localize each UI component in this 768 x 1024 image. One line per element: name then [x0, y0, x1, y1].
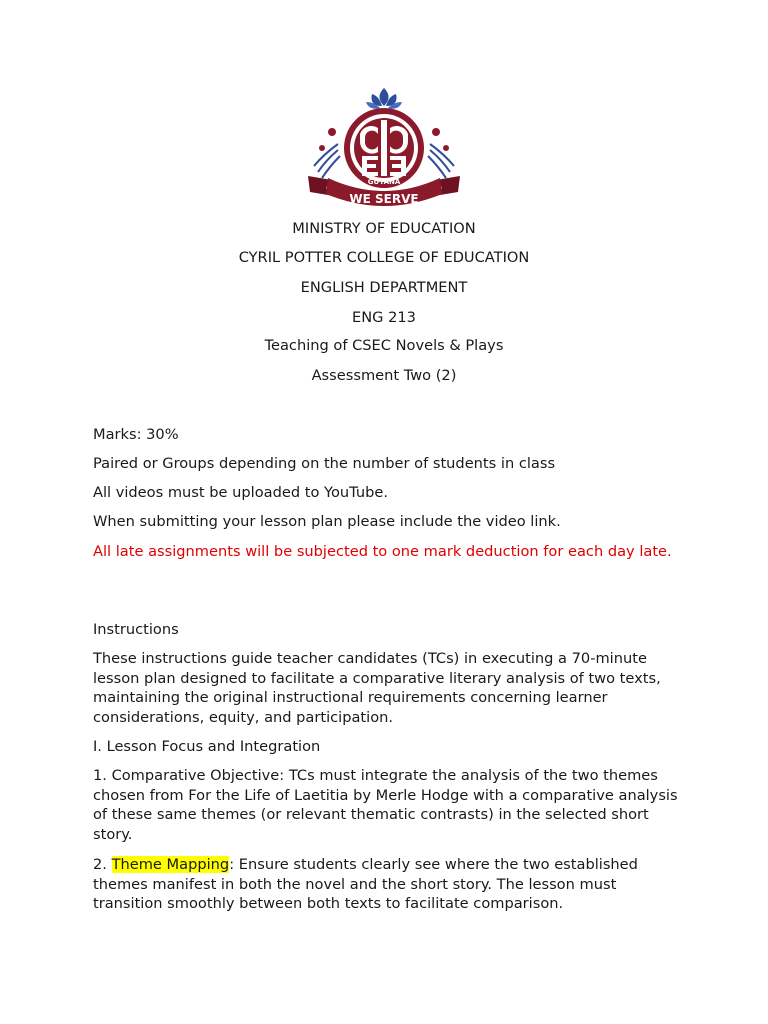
instruction-item-1: 1. Comparative Objective: TCs must integrate the analysis of the two themes chosen from For the Life of Laetitia by Merle Hodge with a comparative analysis of these same themes (or relevant thematic contrasts) in the selected short story.: [93, 767, 678, 843]
videos-line: All videos must be uploaded to YouTube.: [93, 484, 389, 501]
theme-mapping-highlight: Theme Mapping: [111, 856, 230, 873]
instructions-intro: These instructions guide teacher candidates (TCs) in executing a 70-minute lesson plan designed to facilitate a comparative literary analysis of two texts, maintaining the original instructional requirements concerning learner considerations, equity, and participation.: [93, 650, 661, 726]
crest-country-text: GUYANA: [367, 178, 401, 186]
item-2-text: : Ensure students clearly see where the two established themes manifest in both the novel and the short story. The lesson must transition smoothly between both texts to facilitate comparison.: [93, 856, 638, 913]
department-heading: ENGLISH DEPARTMENT: [300, 279, 468, 296]
crest-motto-text: WE SERVE: [349, 192, 419, 206]
instructions-heading: Instructions: [93, 621, 179, 638]
marks-line: Marks: 30%: [93, 426, 179, 443]
ministry-heading: MINISTRY OF EDUCATION: [292, 220, 476, 237]
submission-line: When submitting your lesson plan please include the video link.: [93, 513, 561, 530]
crest-monogram: [360, 120, 408, 176]
section-1-heading: I. Lesson Focus and Integration: [93, 738, 321, 755]
grouping-line: Paired or Groups depending on the number of students in class: [93, 455, 556, 472]
late-notice: All late assignments will be subjected to one mark deduction for each day late.: [93, 543, 672, 560]
instruction-item-2: [93, 855, 683, 914]
college-crest-logo: [304, 84, 464, 212]
course-code: ENG 213: [352, 309, 416, 326]
assessment-title: Assessment Two (2): [311, 367, 457, 384]
item-2-number: 2.: [93, 856, 112, 873]
college-heading: CYRIL POTTER COLLEGE OF EDUCATION: [238, 249, 530, 266]
lotus-icon: [366, 88, 402, 109]
course-title: Teaching of CSEC Novels & Plays: [264, 337, 504, 354]
